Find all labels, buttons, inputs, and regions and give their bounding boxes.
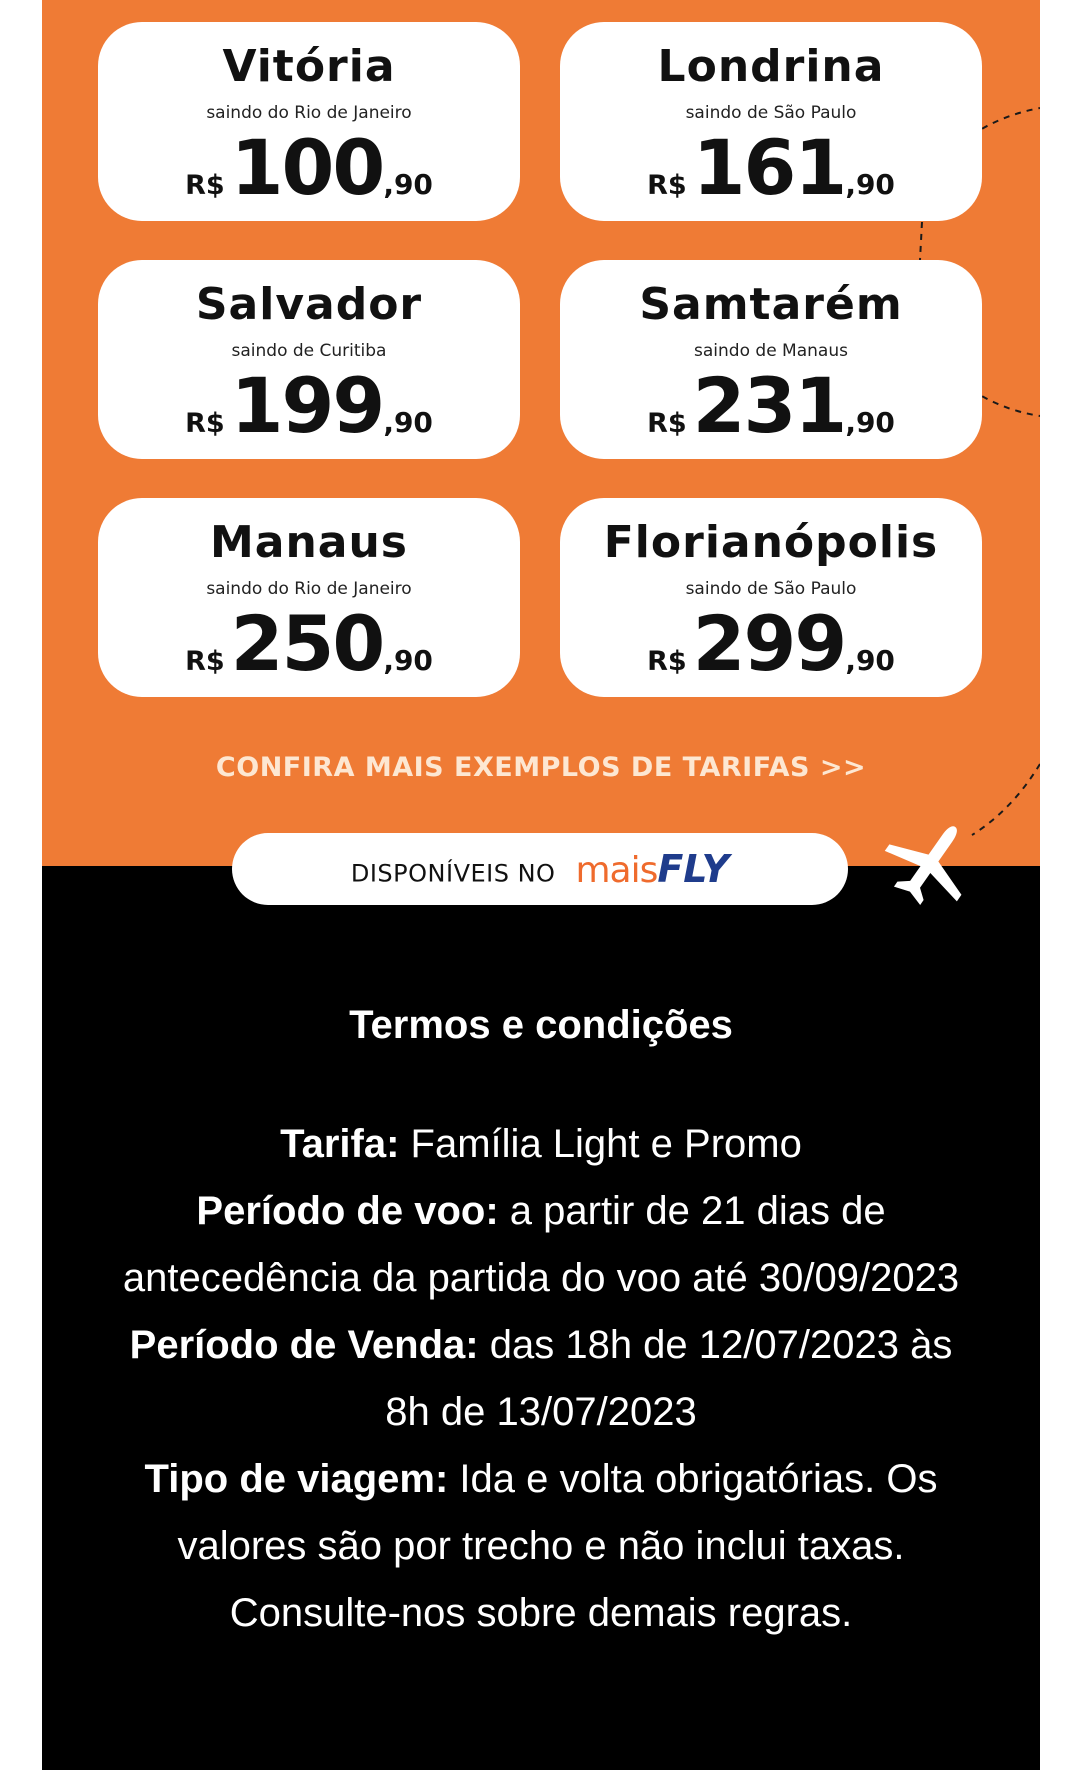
origin-text: saindo de Curitiba xyxy=(231,341,387,361)
price xyxy=(560,599,982,688)
price-integer: 299 xyxy=(692,599,846,688)
price-decimal: ,90 xyxy=(845,644,895,677)
price-decimal: ,90 xyxy=(383,644,433,677)
city-name: Florianópolis xyxy=(603,517,939,568)
fare-card-samtarem[interactable] xyxy=(560,260,982,459)
fare-card-florianopolis[interactable] xyxy=(560,498,982,697)
promo-panel xyxy=(42,0,1040,1770)
availability-badge[interactable] xyxy=(232,833,848,905)
fares-section xyxy=(42,0,1040,866)
origin-text: saindo do Rio de Janeiro xyxy=(206,103,412,123)
city-name: Vitória xyxy=(222,41,396,92)
origin-text: saindo de São Paulo xyxy=(685,579,857,599)
origin-text: saindo de São Paulo xyxy=(685,103,857,123)
price xyxy=(98,123,520,212)
price-integer: 100 xyxy=(230,123,384,212)
term-periodo-voo: Período de voo: a partir de 21 dias de antecedência da partida do voo até 30/09/2023 xyxy=(122,1189,960,1300)
price-decimal: ,90 xyxy=(383,168,433,201)
terms-section xyxy=(102,995,980,1647)
price-integer: 250 xyxy=(230,599,384,688)
price xyxy=(98,361,520,450)
price-integer: 199 xyxy=(230,361,384,450)
fare-card-manaus[interactable] xyxy=(98,498,520,697)
airplane-icon xyxy=(880,818,980,908)
city-name: Manaus xyxy=(209,517,408,568)
maisfly-logo: maisFLY xyxy=(575,847,730,891)
term-tarifa: Tarifa: Família Light e Promo xyxy=(280,1122,802,1166)
price-decimal: ,90 xyxy=(383,406,433,439)
origin-text: saindo do Rio de Janeiro xyxy=(206,579,412,599)
terms-title: Termos e condições xyxy=(349,1003,733,1047)
more-fares-link[interactable]: CONFIRA MAIS EXEMPLOS DE TARIFAS >> xyxy=(215,752,867,783)
city-name: Salvador xyxy=(195,279,423,330)
currency-symbol: R$ xyxy=(647,646,687,677)
city-name: Samtarém xyxy=(639,279,903,330)
availability-label: DISPONÍVEIS NO xyxy=(350,859,556,888)
currency-symbol: R$ xyxy=(185,170,225,201)
price xyxy=(560,361,982,450)
price-integer: 161 xyxy=(692,123,846,212)
terms-body xyxy=(102,1111,980,1647)
currency-symbol: R$ xyxy=(647,408,687,439)
fare-card-salvador[interactable] xyxy=(98,260,520,459)
currency-symbol: R$ xyxy=(647,170,687,201)
origin-text: saindo de Manaus xyxy=(694,341,848,361)
fare-card-londrina[interactable] xyxy=(560,22,982,221)
price xyxy=(560,123,982,212)
currency-symbol: R$ xyxy=(185,408,225,439)
price xyxy=(98,599,520,688)
price-decimal: ,90 xyxy=(845,168,895,201)
term-tipo-viagem: Tipo de viagem: Ida e volta obrigatórias. Os valores são por trecho e não inclui taxas. Consulte-nos sobre demais regras. xyxy=(144,1457,938,1635)
fare-card-vitoria[interactable] xyxy=(98,22,520,221)
price-decimal: ,90 xyxy=(845,406,895,439)
currency-symbol: R$ xyxy=(185,646,225,677)
city-name: Londrina xyxy=(657,41,885,92)
price-integer: 231 xyxy=(692,361,846,450)
term-periodo-venda: Período de Venda: das 18h de 12/07/2023 às 8h de 13/07/2023 xyxy=(129,1323,953,1434)
